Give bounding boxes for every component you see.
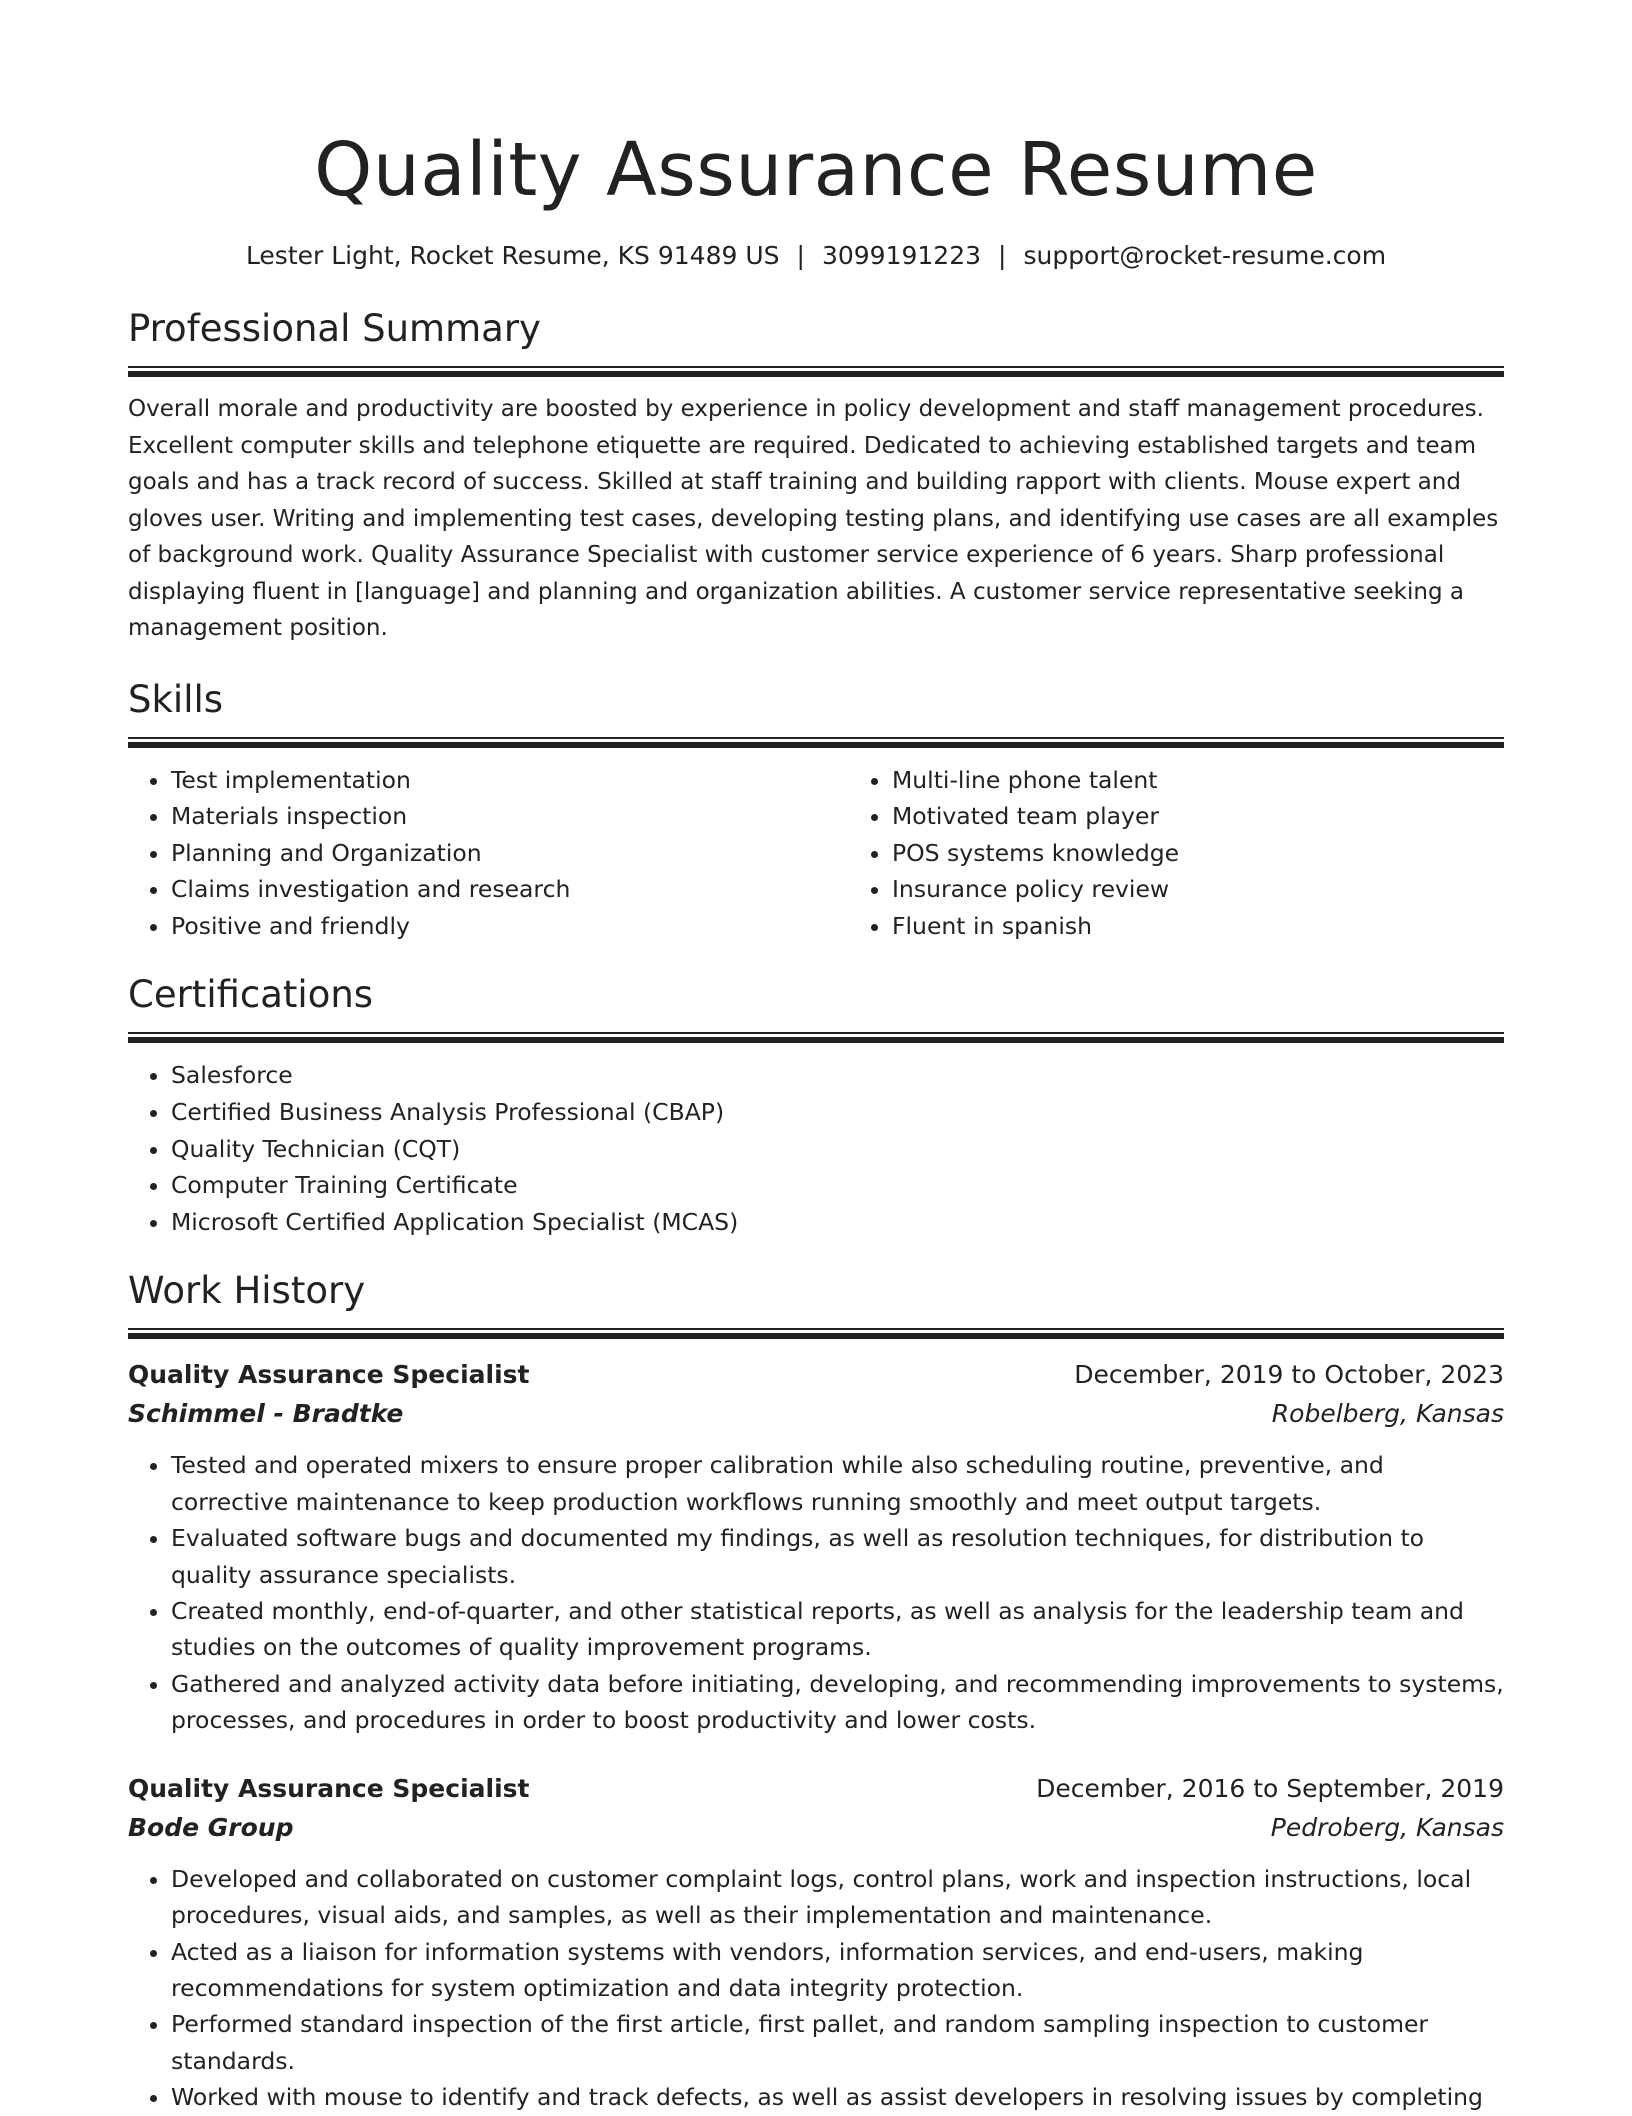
job-duty-item: • Created monthly, end-of-quarter, and other statistical reports, as well as analysis for the leadership team and studies on the outcomes of quality improvement programs. (171, 1593, 1504, 1666)
job-duty-item: • Performed standard inspection of the first article, first pallet, and random sampling inspection to customer standards. (171, 2006, 1504, 2079)
job-duty-item: • Gathered and analyzed activity data before initiating, developing, and recommending improvements to systems, processes, and procedures in order to boost productivity and lower costs. (171, 1666, 1504, 1739)
job-dates: December, 2016 to September, 2019 (1036, 1773, 1504, 1803)
section-divider (128, 1032, 1504, 1043)
job-entry (128, 1355, 1504, 1738)
job-location: Robelberg, Kansas (1271, 1399, 1504, 1429)
job-employer-row (128, 1394, 1504, 1433)
resume-page (128, 0, 1504, 2116)
certification-item: • Certified Business Analysis Professional (CBAP) (171, 1094, 1504, 1131)
job-duties-list (128, 1861, 1504, 2116)
job-employer-row (128, 1808, 1504, 1847)
section-heading-skills: Skills (128, 677, 224, 721)
contact-email: support@rocket-resume.com (1023, 241, 1387, 270)
section-heading-work-history: Work History (128, 1269, 366, 1313)
job-duty-item: • Developed and collaborated on customer complaint logs, control plans, work and inspection instructions, local procedures, visual aids, and samples, as well as their implementation and maintenance. (171, 1861, 1504, 1934)
skill-item: • Multi-line phone talent (892, 762, 1590, 799)
contact-separator: | (796, 241, 805, 270)
skill-item: • Positive and friendly (171, 908, 849, 945)
certification-item: • Microsoft Certified Application Specialist (MCAS) (171, 1204, 1504, 1241)
job-title: Quality Assurance Specialist (128, 1360, 530, 1390)
section-divider (128, 737, 1504, 748)
job-duty-item: • Acted as a liaison for information systems with vendors, information services, and end-users, making recommendations for system optimization and data integrity protection. (171, 1934, 1504, 2007)
skill-item: • Fluent in spanish (892, 908, 1590, 945)
skill-item: • POS systems knowledge (892, 835, 1590, 872)
skill-item: • Insurance policy review (892, 871, 1590, 908)
section-heading-certifications: Certifications (128, 973, 374, 1017)
skills-list-right (849, 762, 1590, 945)
skill-item: • Test implementation (171, 762, 849, 799)
section-divider (128, 1328, 1504, 1339)
contact-separator: | (998, 241, 1007, 270)
contact-line (128, 238, 1504, 274)
skill-item: • Claims investigation and research (171, 871, 849, 908)
job-header-row (128, 1355, 1504, 1394)
contact-address: Lester Light, Rocket Resume, KS 91489 US (245, 241, 780, 270)
job-title: Quality Assurance Specialist (128, 1773, 530, 1803)
skill-item: • Materials inspection (171, 798, 849, 835)
job-location: Pedroberg, Kansas (1270, 1812, 1504, 1842)
job-duty-item: • Evaluated software bugs and documented my findings, as well as resolution techniques, for distribution to quality assurance specialists. (171, 1520, 1504, 1593)
job-duty-item: • Tested and operated mixers to ensure proper calibration while also scheduling routine, preventive, and corrective maintenance to keep production workflows running smoothly and meet output targets. (171, 1447, 1504, 1520)
certification-item: • Salesforce (171, 1057, 1504, 1094)
work-history-section (128, 1266, 1504, 2115)
certification-item: • Computer Training Certificate (171, 1167, 1504, 1204)
job-company: Schimmel - Bradtke (128, 1399, 404, 1429)
skills-section (128, 675, 1504, 945)
section-heading-summary: Professional Summary (128, 307, 541, 350)
contact-phone: 3099191223 (821, 241, 982, 270)
resume-title: Quality Assurance Resume (314, 127, 1318, 213)
job-duty-item: • Worked with mouse to identify and track defects, as well as assist developers in resolving issues by completing (171, 2079, 1504, 2115)
job-header-row (128, 1769, 1504, 1808)
summary-text: Overall morale and productivity are boosted by experience in policy development and staff management procedures. Excellent computer skills and telephone etiquette are required. Dedicated to achieving established targets and team goals and has a track record of success. Skilled at staff training and building rapport with clients. Mouse expert and gloves user. Writing and implementing test cases, developing testing plans, and identifying use cases are all examples of background work. Quality Assurance Specialist with customer service experience of 6 years. Sharp professional displaying fluent in [language] and planning and organization abilities. A customer service representative seeking a management position. (128, 396, 1499, 641)
job-dates: December, 2019 to October, 2023 (1074, 1360, 1504, 1390)
certifications-section (128, 970, 1504, 1240)
job-duties-list (128, 1447, 1504, 1738)
certifications-list (128, 1057, 1504, 1240)
job-company: Bode Group (128, 1812, 294, 1842)
section-divider (128, 366, 1504, 377)
summary-section (128, 304, 1504, 647)
skills-columns (128, 748, 1504, 945)
skill-item: • Planning and Organization (171, 835, 849, 872)
skills-list-left (128, 762, 849, 945)
certification-item: • Quality Technician (CQT) (171, 1131, 1504, 1168)
job-entry (128, 1769, 1504, 2116)
skill-item: • Motivated team player (892, 798, 1590, 835)
